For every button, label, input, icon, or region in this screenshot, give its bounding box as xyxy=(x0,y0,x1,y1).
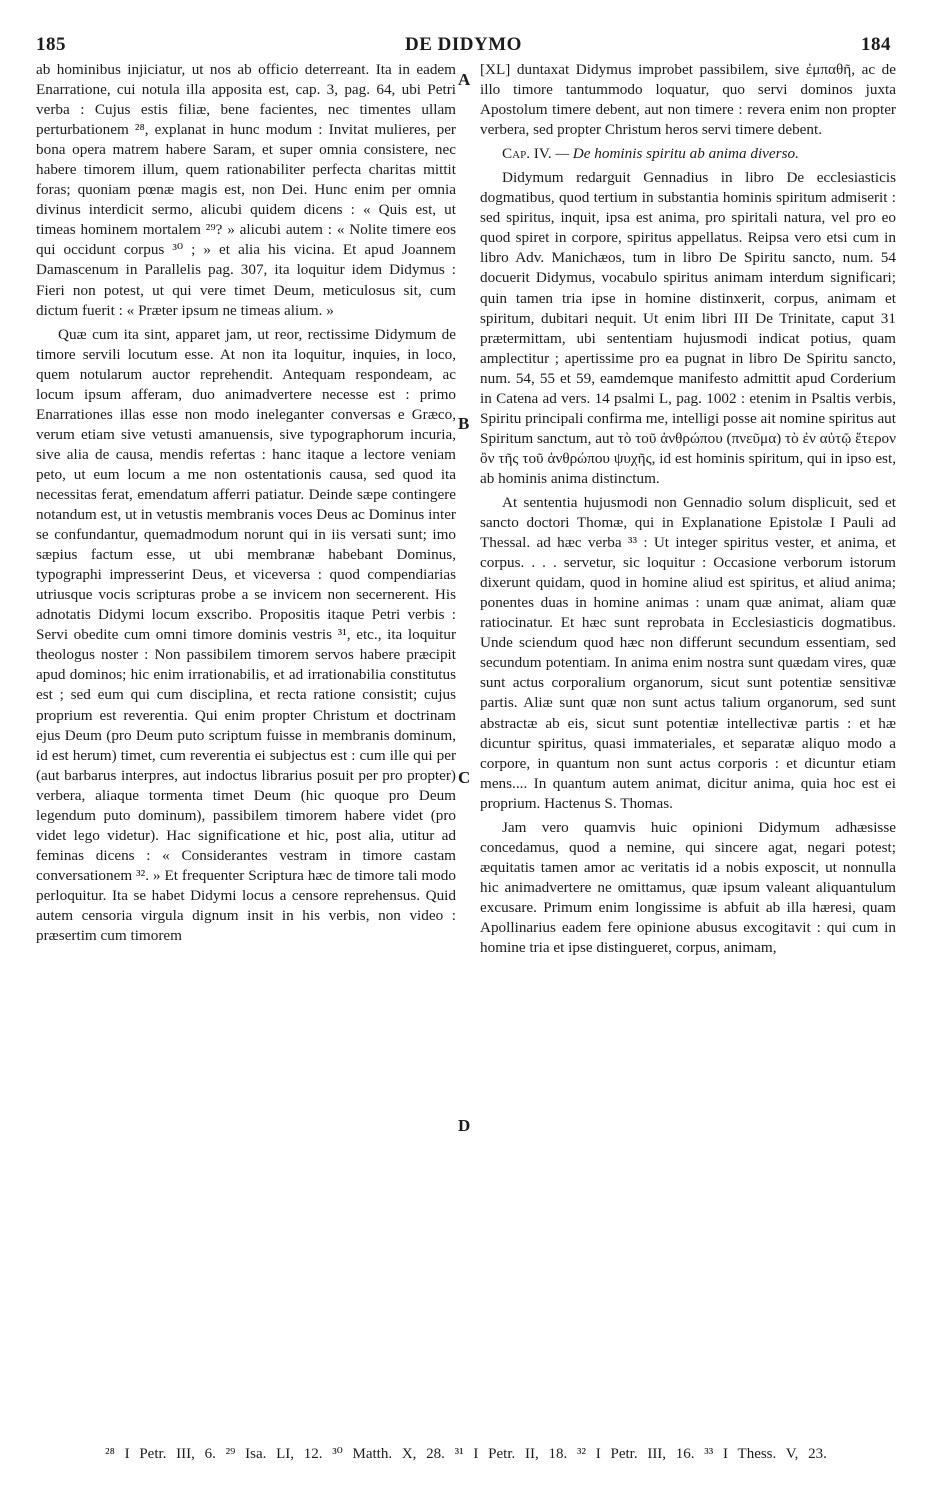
left-paragraph-2: Quæ cum ita sint, apparet jam, ut reor, rectissime Didymum de timore servili locutum esse. At non ita loquitur, inquies, in loco, quem notularum auctor reprehendit. Antequam respondeam, ac locum ipsum afferam, duo animadvertere necesse est : primo Enarrationes illas esse non modo ineleganter conversas e Græco, verum etiam sive vetusti amanuensis, sive typographorum incuria, sive alia de causa, mendis refertas : hanc itaque a lectore veniam peto, ut eum locum a me non ostentationis causa, sed quod ita necessitas ferat, emendatum afferri patiatur. Deinde sæpe contingere notandum est, ut in vetustis membranis voces Deus ac Dominus inter se confundantur, quemadmodum norunt qui in iis versati sunt; imo sæpius factum esse, ut ubi membranæ habebant Dominus, typographi impresserint Deus, et viceversa : quod compendiarias utriusque vocis scripturas probe a se invicem non secernerent. His adnotatis Didymi locum exscribo. Propositis itaque Petri verbis : Servi obedite cum omni timore dominis vestris ³¹, etc., ita loquitur theologus noster : Non passibilem timorem servos habere præcipit apud dominos; hic enim irrationabilis, et ad irrationabilia constitutus est ; sed eum qui cum disciplina, et recta ratione consistit; cujus proprium est reverentia. Qui enim propter Christum et doctrinam ejus Deum (pro Deum puto scriptum fuisse in membranis dominum, id est herum) timet, cum reverentia ei subjectus est : cum ille qui per (aut barbarus interpres, aut indoctus librarius posuit per pro propter) verbera, aliaque tormenta timet Deum (hic quoque pro Deum legendum puto dominum), passibilem timorem habere videt (pro videt lego videtur). Hac significatione et hic, post alia, utitur ad feminas dicens : « Considerantes vestram in timore castam conversationem ³². » Et frequenter Scriptura hæc de timore tali modo perloquitur. Ita se habet Didymi locus a censore reprehensus. Quid autem censoria virgula dignum insit in his verbis, non video : præsertim cum timorem xyxy=(36,325,456,945)
chapter-heading xyxy=(480,144,896,164)
right-column xyxy=(480,60,896,958)
right-paragraph-2: Didymum redarguit Gennadius in libro De ecclesiasticis dogmatibus, quod tertium in substantia hominis spiritum admiserit : sed spiritus, inquit, ipsa est anima, pro spiritali natura, vel pro eo quod spiret in corpore, spiritus appellatus. Reipsa vero etsi cum in libro Adv. Manichæos, tum in libro De Spiritu sancto, num. 54 docuerit Didymus, vocabulo spiritus animam interdum significari; quin tamen tria ipse in homine distinxerit, corpus, animam et spiritum, dubitari nequit. Ut enim libri III De Trinitate, caput 31 prætermittam, ubi sententiam hujusmodi indicat potius, quam amplectitur ; apertissime pro ea pugnat in libro De Spiritu sancto, num. 54, 55 et 59, eamdemque manifesto admittit apud Corderium in Catena ad vers. 14 psalmi L, pag. 1002 : etenim in Psaltis verbis, Spiritu principali confirma me, intelligi posse ait nomine spiritus aut Spiritum sanctum, aut τὸ τοῦ ἀνθρώπου (πνεῦμα) τὸ ἐν αὐτῷ ἕτερον ὂν τῆς τοῦ ἀνθρώπου ψυχῆς, id est hominis spiritum, qui in ipso est, ab hominis anima distinctum. xyxy=(480,169,896,487)
page-number-left: 185 xyxy=(36,34,66,55)
margin-letter-d: D xyxy=(458,1116,471,1135)
left-column xyxy=(36,60,456,946)
chapter-title: — De hominis spiritu ab anima diverso. xyxy=(555,145,799,163)
running-title: DE DIDYMO xyxy=(405,34,522,55)
page-number-right: 184 xyxy=(861,34,891,55)
margin-letter-c: C xyxy=(458,768,471,787)
left-paragraph-1: ab hominibus injiciatur, ut nos ab officio deterreant. Ita in eadem Enarratione, cui notula illa apposita est, cap. 3, pag. 64, ubi Petri verba : Cujus estis filiæ, bene facientes, nec timentes ullam perturbationem ²⁸, explanat in hunc modum : Invitat mulieres, per bona opera matrem habere Saram, et super omnia consistere, nec habere timorem illum, quem rationabiliter perfecta charitas mittit foras; quoniam pœnæ magis est, non Dei. Hunc enim per omnia divinus interdicit sermo, alicubi quidem dicens : « Quis est, ut timeas hominem mortalem ²⁹? » alicubi autem : « Nolite timere eos qui occidunt corpus ³⁰ ; » et alia his vicina. Et apud Joannem Damascenum in Parallelis pag. 307, ita loquitur idem Didymus : Fieri non potest, ut qui vere timet Deum, meticulosus sit, cum dictum fuerit : « Præter ipsum ne timeas alium. » xyxy=(36,61,456,319)
footnotes: ²⁸ I Petr. III, 6. ²⁹ Isa. LI, 12. ³⁰ Matth. X, 28. ³¹ I Petr. II, 18. ³² I Petr. III, 16. ³³ I Thess. V, 23. xyxy=(105,1446,827,1462)
margin-letter-b: B xyxy=(458,414,470,433)
margin-letter-a: A xyxy=(458,70,471,89)
right-paragraph-1: [XL] duntaxat Didymus improbet passibilem, sive ἐμπαθῆ, ac de illo timore tantummodo loquatur, quo servi dominos juxta Apostolum timere debent, aut non timere : revera enim non propter verbera, sed propter Christum heros servi timere debent. xyxy=(480,61,896,139)
right-paragraph-3: At sententia hujusmodi non Gennadio solum displicuit, sed et sancto doctori Thomæ, qui in Explanatione Epistolæ I Pauli ad Thessal. ad hæc verba ³³ : Ut integer spiritus vester, et anima, et corpus. . . . servetur, sic loquitur : Occasione verborum istorum dixerunt quidam, quod in homine aliud est spiritus, et aliud anima; ponentes duas in homine animas : unam quæ animat, aliam quæ ratiocinatur. Et hæc sunt reprobata in Ecclesiasticis dogmatibus. Unde sciendum quod hæc non differunt secundum essentiam, sed secundum potentiam. In anima enim nostra sunt quædam vires, quæ sunt actus corporalium organorum, sicut sunt potentiæ sensitivæ partis. Aliæ sunt quæ non sunt actus talium organorum, sed sunt abstractæ ab eis, sicut sunt potentiæ intellectivæ partis : et hæ dicuntur spiritus, quasi immateriales, et separatæ aliquo modo a corpore, in quantum non sunt actus corporis : et dicuntur etiam mens.... In quantum autem animat, dicitur anima, quia hoc est ei proprium. Hactenus S. Thomas. xyxy=(480,493,896,812)
chapter-label: Cap. IV. xyxy=(502,145,552,163)
right-paragraph-4: Jam vero quamvis huic opinioni Didymum adhæsisse concedamus, quod a nemine, qui sincere agat, negari potest; æquitatis tamen amor ac veritatis id a nobis exposcit, ut nonnulla hic animadvertere ne omittamus, quæ ipsum valeant aliquantulum excusare. Primum enim longissime is abfuit ab illa hæresi, quam Apollinarius eadem fere opinione abusus excogitavit : qui cum in homine tria et ipse distingueret, corpus, animam, xyxy=(480,818,896,957)
